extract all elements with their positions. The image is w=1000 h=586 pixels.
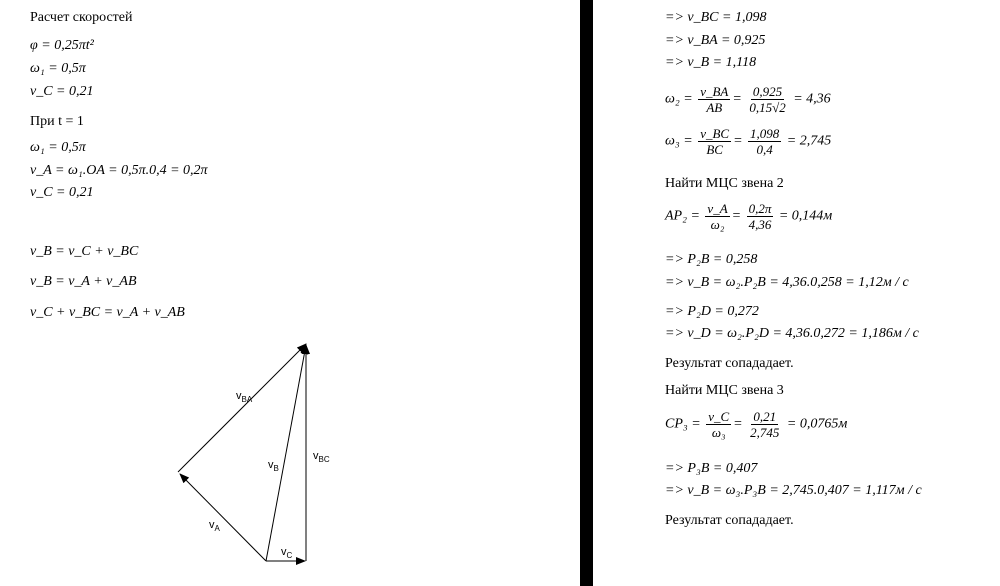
p2b-equation: => P₂B = 0,258: [665, 252, 758, 267]
label-va: $v_A$: [209, 519, 220, 533]
vb-result: => v_B = 1,118: [665, 55, 757, 70]
heading-link3: Найти МЦС звена 3: [665, 383, 784, 398]
vector-equation-1: v_B = v_C + v_BC: [30, 244, 139, 259]
vector-equation-2: v_B = v_A + v_AB: [30, 274, 137, 289]
vba-result: => v_BA = 0,925: [665, 33, 766, 48]
ap2-formula: AP₂ = $\frac{v\_A}{\text{ω₂}}$ = $\frac{0,2\pi}{4,36}$ = 0,144м: [665, 201, 833, 232]
vector-va: [180, 474, 266, 561]
omega1-equation: ω₁ = 0,5π: [30, 61, 86, 76]
label-vba: $v_{BA}$: [236, 390, 253, 404]
omega3-formula: ω₃ = $\frac{v\_BC}{BC}$ = $\frac{1,098}{0,4}$ = 2,745: [665, 126, 832, 157]
heading-link2: Найти МЦС звена 2: [665, 176, 784, 191]
p3b-equation: => P₃B = 0,407: [665, 461, 758, 476]
vc-at-t: v_C = 0,21: [30, 185, 94, 200]
p2d-equation: => P₂D = 0,272: [665, 304, 759, 319]
calc-title: Расчет скоростей: [30, 10, 133, 25]
vector-vba: [178, 344, 306, 472]
vb-via-p3: => v_B = ω₃.P₃B = 2,745.0,407 = 1,117м / с: [665, 483, 922, 498]
vb-via-p2: => v_B = ω₂.P₂B = 4,36.0,258 = 1,12м / с: [665, 275, 909, 290]
page-gutter: [580, 0, 593, 586]
vd-via-p2: => v_D = ω₂.P₂D = 4,36.0,272 = 1,186м / с: [665, 326, 919, 341]
at-time-label: При t = 1: [30, 114, 84, 129]
vbc-result: => v_BC = 1,098: [665, 10, 767, 25]
vc-equation: v_C = 0,21: [30, 84, 94, 99]
vector-equation-3: v_C + v_BC = v_A + v_AB: [30, 305, 185, 320]
label-vb: $v_B$: [268, 459, 279, 473]
phi-equation: φ = 0,25πt²: [30, 38, 94, 53]
result-note-2: Результат сопададает.: [665, 513, 794, 528]
label-vc: $v_C$: [281, 546, 293, 560]
omega2-formula: ω₂ = $\frac{v\_BA}{AB}$ = $\frac{0,925}{0,15√2}$ = 4,36: [665, 84, 831, 115]
va-at-t: v_A = ω₁.OA = 0,5π.0,4 = 0,2π: [30, 163, 208, 178]
result-note-1: Результат сопададает.: [665, 356, 794, 371]
cp3-formula: CP₃ = $\frac{v\_C}{\text{ω₃}}$ = $\frac{0,21}{2,745}$ = 0,0765м: [665, 409, 848, 440]
right-page: [593, 0, 1000, 586]
omega1-at-t: ω₁ = 0,5π: [30, 140, 86, 155]
label-vbc: $v_{BC}$: [313, 450, 330, 464]
